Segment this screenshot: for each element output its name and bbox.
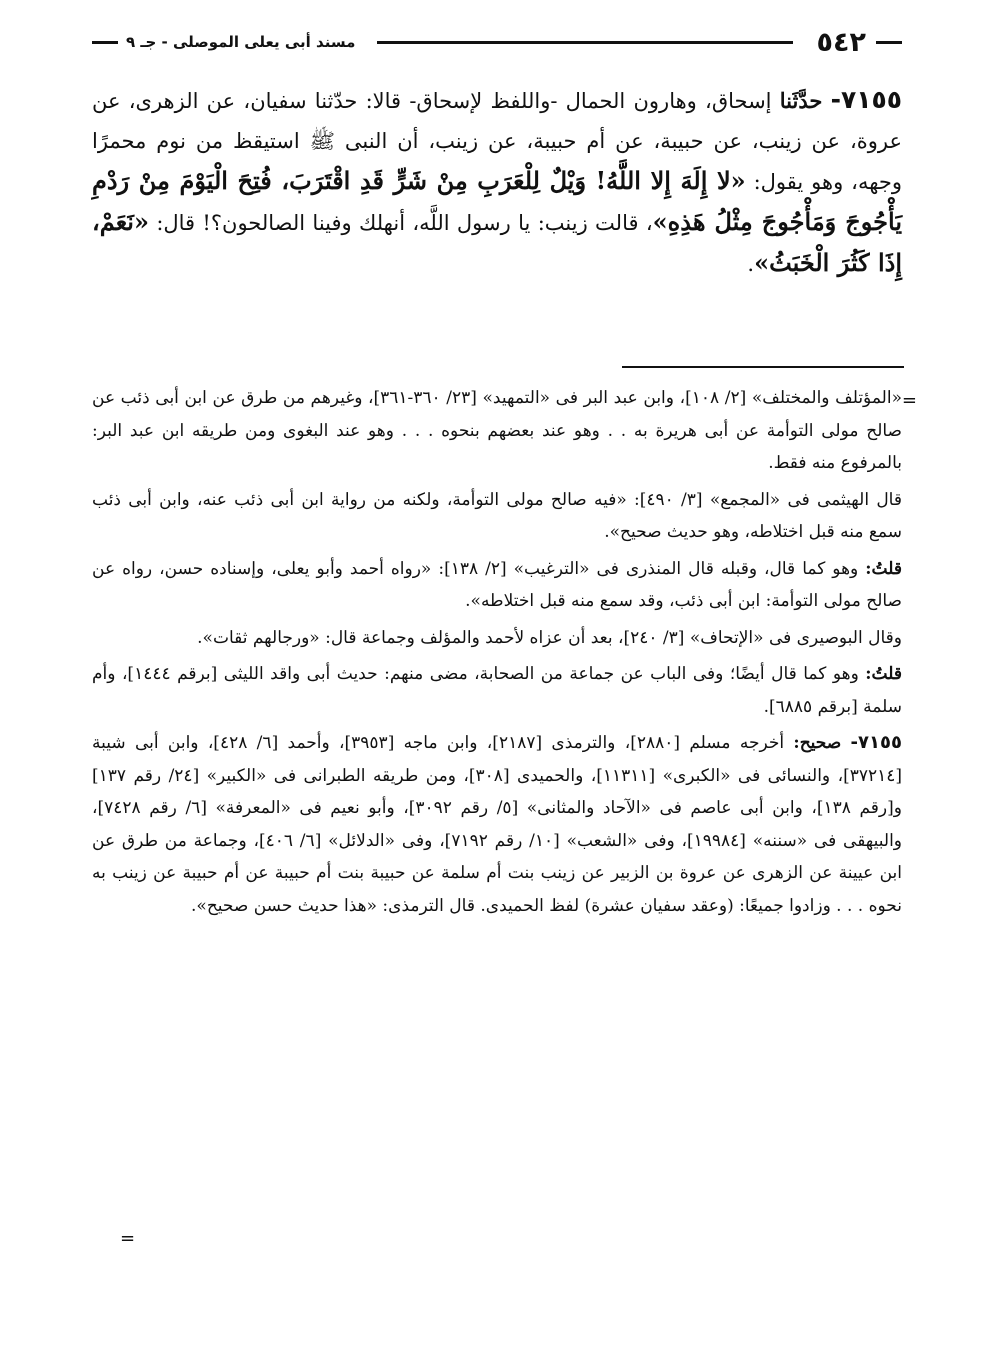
running-header	[92, 22, 902, 62]
prophetic-saying-1: «لا إِلَهَ إِلا اللَّهُ! وَيْلٌ لِلْعَرَبِ مِنْ شَرٍّ قَدِ اقْتَرَبَ، فُتِحَ الْيَوْمَ مِنْ رَدْمِ يَأْجُوجَ وَمَأْجُوجَ مِثْلُ هَذِهِ»	[92, 166, 903, 236]
haddathana-word: حدَّثَنا	[779, 88, 823, 113]
footnote-separator	[622, 366, 904, 368]
end-continuation-mark: =	[120, 1228, 136, 1249]
prophetic-saying-2: «نَعَمْ، إِذَا كَثُرَ الْخَبَثُ»	[92, 207, 902, 277]
qultu-label: قلتُ:	[865, 558, 902, 579]
hadith-end: .	[747, 252, 755, 276]
takhrij-text: أخرجه مسلم [٢٨٨٠]، والترمذى [٢١٨٧]، وابن ماجه [٣٩٥٣]، وأحمد [٦/ ٤٢٨]، وابن أبى شيبة [٣٧٢١٤]، والنسائى فى «الكبرى» [١١٣١١]، والحميدى [٣٠٨]، ومن طريقه الطبرانى فى «الكبير» [٢٤/ رقم ١٣٧] و[رقم ١٣٨]، وابن أبى عاصم فى «الآحاد والمثانى» [٥/ رقم ٣٠٩٢]، وأبو نعيم فى «المعرفة» [٦/ رقم ٧٤٢٨]، والبيهقى فى «سننه» [١٩٩٨٤]، وفى «الشعب» [١٠/ رقم ٧١٩٢]، وفى «الدلائل» [٦/ ٤٠٦]، وجماعة من طرق عن ابن عيينة عن الزهرى عن عروة بن الزبير عن زينب بنت أم سلمة عن حبيبة بنت أم حبيبة عن أم حبيبة عن زينب به نحوه . . . وزادوا جميعًا: (وعقد سفيان عشرة) لفظ الحميدى. قال الترمذى: «هذا حديث حسن صحيح».	[92, 733, 903, 916]
takhrij-number: ٧١٥٥-	[850, 732, 902, 753]
footnote-paragraph: وقال البوصيرى فى «الإتحاف» [٣/ ٢٤٠]، بعد أن عزاه لأحمد والمؤلف وجماعة قال: «ورجالهم ثقات».	[197, 627, 902, 648]
footnote-paragraph	[92, 553, 902, 618]
hadith-number: ٧١٥٥-	[830, 85, 902, 114]
footnotes	[92, 382, 902, 926]
continuation-mark: =	[901, 390, 917, 411]
book-title: مسند أبى يعلى الموصلى - جـ ٩	[126, 33, 356, 51]
header-rule-left	[92, 41, 118, 44]
takhrij-paragraph	[92, 727, 902, 922]
hadith-chain: إسحاق، وهارون الحمال -واللفظ لإسحاق- قالا: حدّثنا سفيان، عن الزهرى، عن عروة، عن زينب، عن حبيبة، عن أم حبيبة، عن زينب، أن النبى ﷺ استيقظ من نوم محمرًا وجهه، وهو يقول:	[92, 89, 902, 194]
footnote-text: وهو كما قال، وقبله قال المنذرى فى «الترغيب» [٢/ ١٣٨]: «رواه أحمد وأبو يعلى، وإسناده حسن، رواه عن صالح مولى التوأمة: ابن أبى ذئب، وقد سمع منه قبل اختلاطه».	[92, 558, 902, 611]
hadith-question: ، قالت زينب: يا رسول اللَّه، أنهلك وفينا الصالحون؟! قال:	[148, 211, 653, 235]
footnote-text: وهو كما قال أيضًا؛ وفى الباب عن جماعة من الصحابة، مضى منهم: حديث أبى واقد الليثى [برقم ١٤٤٤]، وأم سلمة [برقم ٦٨٨٥].	[92, 664, 902, 717]
page-number: ٥٤٢	[816, 26, 866, 58]
footnote-paragraph: «المؤتلف والمختلف» [٢/ ١٠٨]، وابن عبد البر فى «التمهيد» [٢٣/ ٣٦٠-٣٦١]، وغيرهم من طرق عن ابن أبى ذئب عن صالح مولى التوأمة عن أبى هريرة به . . وهو عند بعضهم بنحوه . . . وهو عند البغوى ومن طريقه ابن عبد البر: بالمرفوع منه فقط.	[92, 388, 902, 473]
footnote-paragraph: قال الهيثمى فى «المجمع» [٣/ ٤٩٠]: «فيه صالح مولى التوأمة، ولكنه من رواية ابن أبى ذئب عنه، وابن أبى ذئب سمع منه قبل اختلاطه، وهو حديث صحيح».	[92, 489, 902, 542]
qultu-label: قلتُ:	[865, 664, 902, 684]
grading-label: صحيح:	[793, 733, 842, 753]
hadith-text	[92, 80, 902, 284]
footnote-paragraph	[92, 658, 902, 723]
header-rule-middle	[377, 41, 792, 44]
header-rule-right	[876, 41, 902, 44]
